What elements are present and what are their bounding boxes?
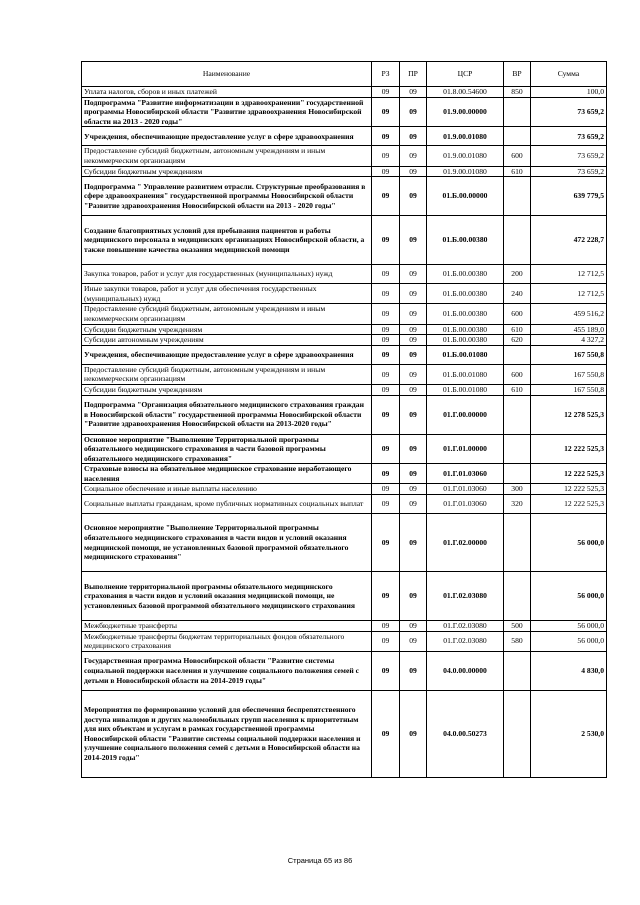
cell-sum: 12 222 525,3 [531, 464, 607, 484]
cell-sum: 56 000,0 [531, 621, 607, 632]
cell-csr: 04.0.00.00000 [427, 651, 504, 690]
cell-csr: 01.Г.01.00000 [427, 434, 504, 464]
cell-vr: 240 [504, 284, 531, 304]
cell-name: Межбюджетные трансферты [82, 621, 372, 632]
cell-pr: 09 [400, 324, 427, 335]
cell-vr [504, 514, 531, 572]
cell-rz: 09 [372, 265, 400, 284]
cell-sum: 2 530,0 [531, 690, 607, 777]
cell-vr [504, 216, 531, 265]
cell-rz: 09 [372, 87, 400, 98]
table-row [82, 434, 607, 464]
cell-sum: 56 000,0 [531, 572, 607, 621]
cell-name: Учреждения, обеспечивающие предоставление услуг в сфере здравоохранения [82, 127, 372, 146]
table-row [82, 87, 607, 98]
cell-name: Создание благоприятных условий для пребывания пациентов и работы медицинского персонала в медицинских организациях Новосибирской области, а также повышение качества оказания медицинской помощи [82, 216, 372, 265]
cell-sum: 73 659,2 [531, 127, 607, 146]
cell-rz: 09 [372, 166, 400, 177]
cell-csr: 01.Б.00.00380 [427, 304, 504, 324]
cell-pr: 09 [400, 345, 427, 364]
cell-rz: 09 [372, 621, 400, 632]
cell-rz: 09 [372, 97, 400, 127]
cell-pr: 09 [400, 166, 427, 177]
cell-name: Страховые взносы на обязательное медицинское страхование неработающего населения [82, 464, 372, 484]
cell-sum: 167 550,8 [531, 364, 607, 384]
cell-pr: 09 [400, 216, 427, 265]
cell-name: Предоставление субсидий бюджетным, автономным учреждениям и иным некоммерческим организациям [82, 304, 372, 324]
cell-pr: 09 [400, 484, 427, 495]
cell-sum: 12 278 525,3 [531, 395, 607, 434]
cell-csr: 01.Б.00.00000 [427, 177, 504, 216]
table-body [82, 87, 607, 778]
cell-rz: 09 [372, 146, 400, 166]
cell-vr [504, 434, 531, 464]
cell-rz: 09 [372, 690, 400, 777]
cell-vr: 610 [504, 324, 531, 335]
cell-sum: 100,0 [531, 87, 607, 98]
cell-vr [504, 345, 531, 364]
cell-name: Выполнение территориальной программы обязательного медицинского страхования в части видов и условий оказания медицинской помощи, не установленных базовой программой обязательного медицинского страхования [82, 572, 372, 621]
cell-vr: 610 [504, 166, 531, 177]
cell-csr: 01.Б.00.00380 [427, 216, 504, 265]
cell-vr: 620 [504, 335, 531, 346]
cell-pr: 09 [400, 495, 427, 514]
cell-csr: 04.0.00.50273 [427, 690, 504, 777]
cell-pr: 09 [400, 434, 427, 464]
cell-csr: 01.9.00.01080 [427, 166, 504, 177]
cell-vr [504, 572, 531, 621]
cell-rz: 09 [372, 572, 400, 621]
cell-sum: 459 516,2 [531, 304, 607, 324]
page-footer: Страница 65 из 86 [287, 856, 353, 865]
cell-csr: 01.Б.00.00380 [427, 324, 504, 335]
cell-vr [504, 651, 531, 690]
cell-name: Предоставление субсидий бюджетным, автономным учреждениям и иным некоммерческим организациям [82, 146, 372, 166]
cell-sum: 73 659,2 [531, 97, 607, 127]
cell-sum: 12 712,5 [531, 284, 607, 304]
cell-name: Иные закупки товаров, работ и услуг для обеспечения государственных (муниципальных) нужд [82, 284, 372, 304]
cell-pr: 09 [400, 97, 427, 127]
table-row [82, 166, 607, 177]
cell-pr: 09 [400, 621, 427, 632]
table-row [82, 495, 607, 514]
table-row [82, 304, 607, 324]
cell-vr [504, 127, 531, 146]
cell-name: Мероприятия по формированию условий для обеспечения беспрепятственного доступа инвалидов и других маломобильных групп населения к приоритетным для них объектам и услугам в рамках государственной программы Новосибирской области "Развитие системы социальной поддержки населения и улучшение социального положения семей с детьми в Новосибирской области на 2014-2019 годы" [82, 690, 372, 777]
cell-rz: 09 [372, 651, 400, 690]
cell-name: Субсидии автономным учреждениям [82, 335, 372, 346]
cell-rz: 09 [372, 127, 400, 146]
cell-csr: 01.Б.00.00380 [427, 335, 504, 346]
cell-pr: 09 [400, 572, 427, 621]
cell-vr: 610 [504, 384, 531, 395]
cell-name: Социальные выплаты гражданам, кроме публичных нормативных социальных выплат [82, 495, 372, 514]
cell-rz: 09 [372, 324, 400, 335]
table-row [82, 177, 607, 216]
table-row [82, 97, 607, 127]
cell-name: Подпрограмма "Организация обязательного медицинского страхования граждан в Новосибирской области" государственной программы Новосибирской области "Развитие здравоохранения Новосибирской области на 2013-2020 годы" [82, 395, 372, 434]
header-name: Наименование [82, 62, 372, 87]
cell-vr [504, 690, 531, 777]
cell-vr: 200 [504, 265, 531, 284]
cell-vr: 850 [504, 87, 531, 98]
cell-csr: 01.Г.02.03080 [427, 572, 504, 621]
cell-sum: 4 327,2 [531, 335, 607, 346]
cell-sum: 167 550,8 [531, 384, 607, 395]
cell-pr: 09 [400, 127, 427, 146]
cell-rz: 09 [372, 395, 400, 434]
cell-rz: 09 [372, 345, 400, 364]
cell-name: Субсидии бюджетным учреждениям [82, 324, 372, 335]
table-row [82, 265, 607, 284]
header-vr: ВР [504, 62, 531, 87]
cell-csr: 01.Б.00.01080 [427, 364, 504, 384]
table-header-row [82, 62, 607, 87]
cell-name: Межбюджетные трансферты бюджетам территориальных фондов обязательного медицинского страхования [82, 631, 372, 651]
cell-rz: 09 [372, 384, 400, 395]
cell-vr [504, 177, 531, 216]
header-sum: Сумма [531, 62, 607, 87]
cell-name: Субсидии бюджетным учреждениям [82, 384, 372, 395]
table-row [82, 384, 607, 395]
cell-vr [504, 97, 531, 127]
cell-vr: 500 [504, 621, 531, 632]
cell-name: Подпрограмма " Управление развитием отрасли. Структурные преобразования в сфере здравоохранения" государственной программы Новосибирской области "Развитие здравоохранения Новосибирской области на 2013 - 2020 годы" [82, 177, 372, 216]
header-csr: ЦСР [427, 62, 504, 87]
table-row [82, 364, 607, 384]
cell-pr: 09 [400, 395, 427, 434]
cell-pr: 09 [400, 514, 427, 572]
cell-vr: 600 [504, 146, 531, 166]
table-row [82, 572, 607, 621]
cell-sum: 167 550,8 [531, 345, 607, 364]
cell-rz: 09 [372, 631, 400, 651]
table-row [82, 146, 607, 166]
cell-pr: 09 [400, 284, 427, 304]
table-row [82, 335, 607, 346]
cell-name: Социальное обеспечение и иные выплаты населению [82, 484, 372, 495]
cell-csr: 01.Г.02.03080 [427, 631, 504, 651]
cell-csr: 01.9.00.01080 [427, 127, 504, 146]
cell-sum: 4 830,0 [531, 651, 607, 690]
cell-vr [504, 464, 531, 484]
cell-name: Основное мероприятие "Выполнение Территориальной программы обязательного медицинского страхования в части базовой программы обязательного медицинского страхования" [82, 434, 372, 464]
cell-vr: 600 [504, 304, 531, 324]
cell-pr: 09 [400, 364, 427, 384]
table-row [82, 631, 607, 651]
header-rz: РЗ [372, 62, 400, 87]
cell-csr: 01.Б.00.00380 [427, 265, 504, 284]
cell-sum: 73 659,2 [531, 146, 607, 166]
cell-csr: 01.Г.02.00000 [427, 514, 504, 572]
cell-csr: 01.Б.00.01080 [427, 384, 504, 395]
cell-csr: 01.9.00.01080 [427, 146, 504, 166]
cell-csr: 01.Б.00.01080 [427, 345, 504, 364]
budget-table [81, 61, 607, 778]
table-row [82, 284, 607, 304]
cell-csr: 01.8.00.54600 [427, 87, 504, 98]
cell-vr [504, 395, 531, 434]
cell-vr: 600 [504, 364, 531, 384]
cell-sum: 455 189,0 [531, 324, 607, 335]
cell-sum: 639 779,5 [531, 177, 607, 216]
table-row [82, 345, 607, 364]
cell-vr: 580 [504, 631, 531, 651]
header-pr: ПР [400, 62, 427, 87]
cell-rz: 09 [372, 495, 400, 514]
cell-rz: 09 [372, 216, 400, 265]
cell-csr: 01.9.00.00000 [427, 97, 504, 127]
cell-csr: 01.Г.00.00000 [427, 395, 504, 434]
cell-rz: 09 [372, 514, 400, 572]
cell-sum: 472 228,7 [531, 216, 607, 265]
cell-pr: 09 [400, 87, 427, 98]
cell-name: Основное мероприятие "Выполнение Территориальной программы обязательного медицинского страхования в части видов и условий оказания медицинской помощи, не установленных базовой программой обязательного медицинского страхования" [82, 514, 372, 572]
cell-pr: 09 [400, 177, 427, 216]
cell-name: Уплата налогов, сборов и иных платежей [82, 87, 372, 98]
cell-sum: 73 659,2 [531, 166, 607, 177]
cell-rz: 09 [372, 284, 400, 304]
cell-pr: 09 [400, 690, 427, 777]
table-row [82, 127, 607, 146]
cell-rz: 09 [372, 304, 400, 324]
cell-pr: 09 [400, 631, 427, 651]
cell-sum: 12 222 525,3 [531, 495, 607, 514]
cell-sum: 12 222 525,3 [531, 484, 607, 495]
cell-pr: 09 [400, 335, 427, 346]
cell-csr: 01.Г.01.03060 [427, 484, 504, 495]
cell-sum: 56 000,0 [531, 514, 607, 572]
table-row [82, 216, 607, 265]
cell-pr: 09 [400, 304, 427, 324]
table-row [82, 464, 607, 484]
cell-vr: 320 [504, 495, 531, 514]
cell-rz: 09 [372, 177, 400, 216]
cell-sum: 56 000,0 [531, 631, 607, 651]
table-row [82, 484, 607, 495]
cell-name: Подпрограмма "Развитие информатизации в здравоохранении" государственной программы Новосибирской области "Развитие здравоохранения Новосибирской области на 2013 - 2020 годы" [82, 97, 372, 127]
cell-rz: 09 [372, 434, 400, 464]
cell-pr: 09 [400, 651, 427, 690]
cell-pr: 09 [400, 265, 427, 284]
cell-vr: 300 [504, 484, 531, 495]
cell-pr: 09 [400, 146, 427, 166]
document-page [81, 61, 606, 778]
table-row [82, 395, 607, 434]
cell-name: Государственная программа Новосибирской области "Развитие системы социальной поддержки населения и улучшение социального положения семей с детьми в Новосибирской области на 2014-2019 годы" [82, 651, 372, 690]
cell-csr: 01.Г.01.03060 [427, 495, 504, 514]
cell-pr: 09 [400, 464, 427, 484]
table-row [82, 651, 607, 690]
cell-rz: 09 [372, 464, 400, 484]
cell-sum: 12 222 525,3 [531, 434, 607, 464]
cell-rz: 09 [372, 335, 400, 346]
table-row [82, 324, 607, 335]
table-row [82, 690, 607, 777]
cell-sum: 12 712,5 [531, 265, 607, 284]
cell-name: Субсидии бюджетным учреждениям [82, 166, 372, 177]
cell-pr: 09 [400, 384, 427, 395]
table-row [82, 514, 607, 572]
table-row [82, 621, 607, 632]
cell-csr: 01.Г.02.03080 [427, 621, 504, 632]
cell-name: Учреждения, обеспечивающие предоставление услуг в сфере здравоохранения [82, 345, 372, 364]
cell-name: Предоставление субсидий бюджетным, автономным учреждениям и иным некоммерческим организациям [82, 364, 372, 384]
cell-csr: 01.Б.00.00380 [427, 284, 504, 304]
cell-rz: 09 [372, 484, 400, 495]
cell-rz: 09 [372, 364, 400, 384]
cell-name: Закупка товаров, работ и услуг для государственных (муниципальных) нужд [82, 265, 372, 284]
cell-csr: 01.Г.01.03060 [427, 464, 504, 484]
